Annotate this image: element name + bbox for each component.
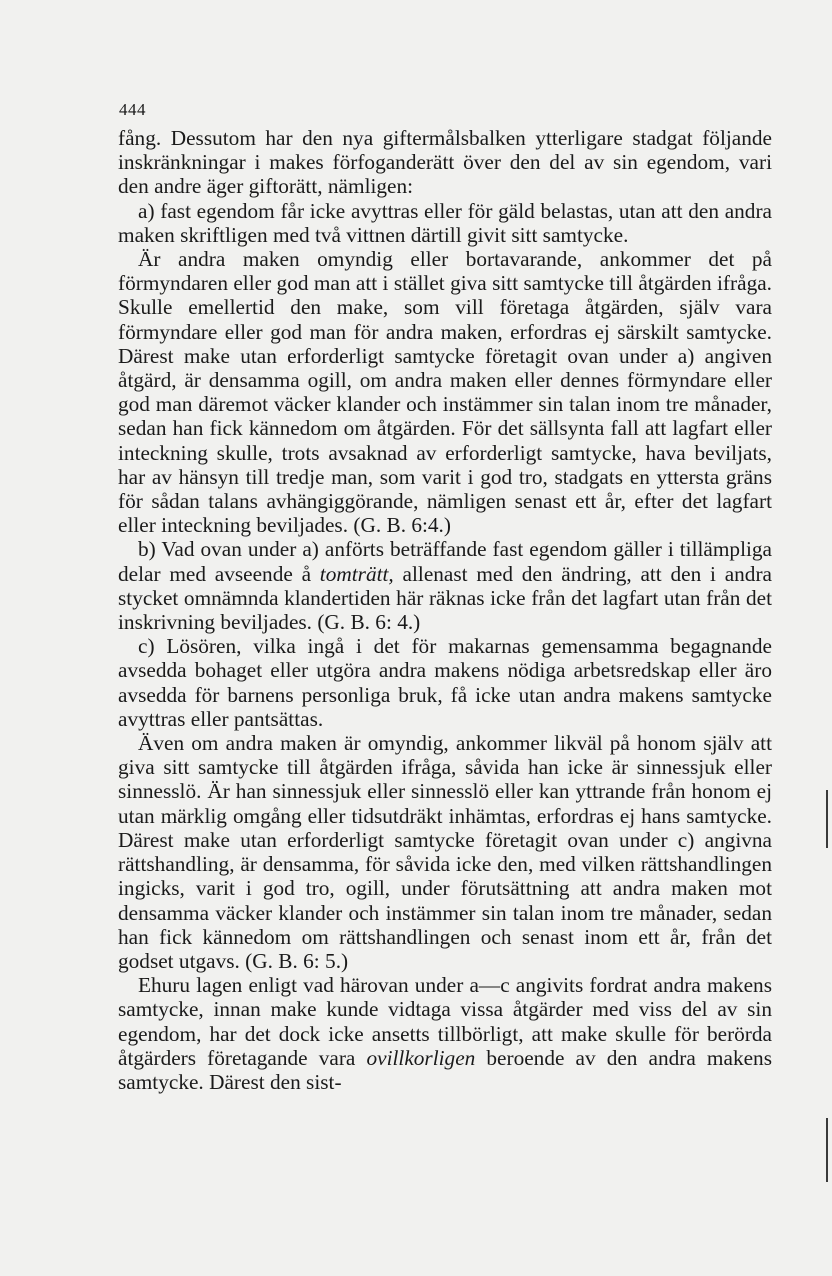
paragraph-text: b) Vad ovan under a) anförts beträffande fast egendom gäller i tillämpliga delar med avseende å <box>118 537 772 586</box>
scan-edge-mark <box>826 1118 828 1182</box>
scan-edge-mark <box>826 790 828 848</box>
paragraph-text: Ehuru lagen enligt vad härovan under a—c angivits fordrat andra makens samtycke, innan make kunde vidtaga vissa åtgärder med viss del av sin egendom, har det dock icke ansetts tillbörligt, att make skulle för berörda åtgärders företagande vara <box>118 973 772 1070</box>
paragraph <box>118 247 772 537</box>
paragraph-text: c) Lösören, vilka ingå i det för makarnas gemensamma begagnande avsedda bohaget eller utgöra andra makens nödiga arbetsredskap eller äro avsedda för barnens personliga bruk, få icke utan andra makens samtycke avyttras eller pantsättas. <box>118 634 772 731</box>
paragraph-item-b <box>118 537 772 634</box>
paragraph-text: fång. Dessutom har den nya giftermålsbalken ytterligare stadgat följande inskränkningar i makes förfoganderätt över den del av sin egendom, vari den andre äger giftorätt, nämligen: <box>118 126 772 199</box>
paragraph-item-c <box>118 634 772 731</box>
paragraph-text: a) fast egendom får icke avyttras eller för gäld belastas, utan att den andra maken skriftligen med två vittnen därtill givit sitt samtycke. <box>118 198 772 247</box>
paragraph-text: Är andra maken omyndig eller bortavarande, ankommer det på förmyndaren eller god man att i stället giva sitt samtycke till åtgärden ifråga. Skulle emellertid den make, som vill företaga åtgärden, själv vara förmyndare eller god man för andra maken, erfordras ej särskilt samtycke. Därest make utan erforderligt samtycke företagit ovan under a) angiven åtgärd, är densamma ogill, om andra maken eller dennes förmyndare eller god man däremot väcker klander och instämmer sin talan inom tre månader, sedan han fick kännedom om åtgärden. För det sällsynta fall att lagfart eller inteckning skulle, trots avsaknad av erforderligt samtycke, hava beviljats, har av hänsyn till tredje man, som varit i god tro, stadgats en yttersta gräns för sådan talans avhängiggörande, nämligen senast ett år, efter det lagfart eller inteckning beviljades. (G. B. 6:4.) <box>118 247 772 538</box>
paragraph-text: beroende av den andra makens samtycke. Därest den sist- <box>118 1045 772 1094</box>
italic-term: ovillkorligen <box>366 1045 476 1070</box>
paragraph-text: Även om andra maken är omyndig, ankommer likväl på honom själv att giva sitt samtycke till åtgärden ifråga, såvida han icke är sinnessjuk eller sinnesslö. Är han sinnessjuk eller sinnesslö eller kan yttrande från honom ej utan märklig omgång eller tidsutdräkt inhämtas, erfordras ej hans samtycke. Därest make utan erforderligt samtycke företagit ovan under c) angivna rättshandling, är densamma, för såvida icke den, med vilken rättshandlingen ingicks, varit i god tro, ogill, under förutsättning att andra maken mot densamma väcker klander och instämmer sin talan inom tre månader, sedan han fick kännedom om rättshandlingen och senast inom ett år, från det godset utgavs. (G. B. 6: 5.) <box>118 731 772 973</box>
italic-term: tomträtt, <box>319 561 394 586</box>
paragraph <box>118 731 772 973</box>
paragraph <box>118 126 772 199</box>
paragraph-text: allenast med den ändring, att den i andra stycket omnämnda klandertiden här räknas icke från det lagfart utan från det inskrivning beviljades. (G. B. 6: 4.) <box>118 561 772 635</box>
paragraph <box>118 973 772 1094</box>
paragraph-item-a <box>118 199 772 247</box>
page-number: 444 <box>119 100 146 119</box>
body-text <box>118 126 772 1094</box>
